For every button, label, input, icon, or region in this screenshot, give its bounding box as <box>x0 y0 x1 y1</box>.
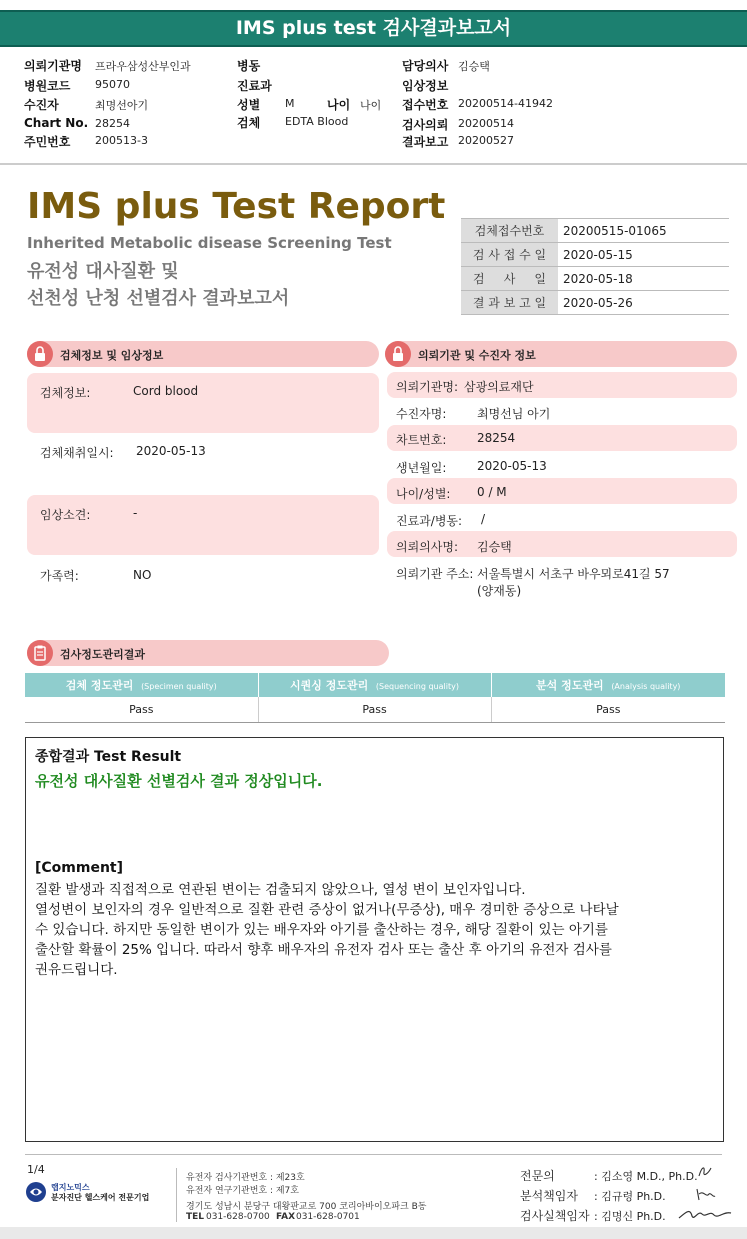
quality-table <box>25 673 725 723</box>
clipboard-icon <box>27 640 53 666</box>
info-value: 20200515-01065 <box>558 219 729 243</box>
clinical-info-box <box>27 495 379 555</box>
company-logo-icon <box>26 1182 46 1202</box>
hdr-value-accession: 20200514-41942 <box>458 97 553 110</box>
hdr-value-institution: 프라우삼성산부인과 <box>95 60 191 73</box>
info-label: 검 사 일 <box>461 267 558 291</box>
hdr-label-patient: 수진자 <box>24 98 59 112</box>
specimen-info-box <box>27 373 379 433</box>
hdr-value-hospital-code: 95070 <box>95 78 130 91</box>
patient-section-title: 의뢰기관 및 수진자 정보 <box>418 349 536 362</box>
hdr-value-request: 20200514 <box>458 117 514 130</box>
table-row <box>461 243 729 267</box>
field-value: - <box>133 506 138 520</box>
info-label: 검체접수번호 <box>461 219 558 243</box>
hdr-label-id: 주민번호 <box>24 135 71 149</box>
field-label: 검체채취일시: <box>40 446 114 460</box>
result-summary: 유전성 대사질환 선별검사 결과 정상입니다. <box>35 772 323 790</box>
signer-role: 전문의 <box>520 1169 555 1183</box>
hdr-label-ward: 병동 <box>237 59 261 73</box>
lock-icon <box>27 341 53 367</box>
footer-tel: 031-628-0700 <box>206 1212 270 1222</box>
hdr-label-institution: 의뢰기관명 <box>24 59 82 73</box>
footer-tel-label: TEL <box>186 1212 205 1222</box>
hdr-label-doctor: 담당의사 <box>402 59 449 73</box>
footer-line: 유전자 연구기관번호 : 제7호 <box>186 1186 299 1196</box>
signer-role: 검사실책임자 <box>520 1209 590 1223</box>
footer-fax: 031-628-0701 <box>296 1212 360 1222</box>
field-value: 2020-05-13 <box>136 444 206 458</box>
comment-line: 열성변이 보인자의 경우 일반적으로 질환 관련 증상이 없거나(무증상), 매우 경미한 증상으로 나타날 <box>35 902 619 918</box>
quality-col-sub: (Sequencing quality) <box>375 682 459 691</box>
footer-divider <box>25 1154 722 1155</box>
field-value: 김승택 <box>477 540 512 554</box>
hdr-label-chart: Chart No. <box>24 116 89 130</box>
hdr-label-hospital-code: 병원코드 <box>24 79 71 93</box>
signer-name: : 김소영 M.D., Ph.D. <box>594 1170 698 1183</box>
info-value: 2020-05-15 <box>558 243 729 267</box>
quality-result: Pass <box>491 697 725 722</box>
page-number: 1/4 <box>27 1163 45 1176</box>
field-label: 임상소견: <box>40 508 91 522</box>
header-divider <box>0 163 747 165</box>
table-row <box>461 219 729 243</box>
company-tagline: 분자진단 헬스케어 전문기업 <box>51 1193 150 1202</box>
hdr-label-request: 검사의뢰 <box>402 118 449 132</box>
field-value: 최명선님 아기 <box>477 407 551 421</box>
table-row <box>461 267 729 291</box>
table-row <box>25 697 725 722</box>
footer-line: 유전자 검사기관번호 : 제23호 <box>186 1173 305 1183</box>
comment-heading: [Comment] <box>35 860 124 876</box>
signer-role: 분석책임자 <box>520 1189 578 1203</box>
report-subtitle-ko-1: 유전성 대사질환 및 <box>27 261 179 282</box>
result-title: 종합결과 Test Result <box>35 749 182 765</box>
hdr-value-id: 200513-3 <box>95 134 148 147</box>
quality-col-name: 분석 정도관리 <box>536 679 604 692</box>
report-subtitle-ko-2: 선천성 난청 선별검사 결과보고서 <box>27 288 290 309</box>
table-header-row <box>25 673 725 697</box>
quality-col-header <box>25 673 258 697</box>
report-info-table <box>461 218 729 315</box>
quality-col-name: 검체 정도관리 <box>65 679 134 692</box>
hdr-label-dept: 진료과 <box>237 79 272 93</box>
field-value: / <box>481 512 486 526</box>
report-subtitle-en: Inherited Metabolic disease Screening Test <box>27 234 392 252</box>
footer-sep <box>176 1168 177 1222</box>
comment-line: 출산할 확률이 25% 입니다. 따라서 향후 배우자의 유전자 검사 또는 출산 후 아기의 유전자 검사를 <box>35 942 612 958</box>
signature-icon <box>696 1162 714 1180</box>
field-value: 0 / M <box>477 485 507 499</box>
quality-col-sub: (Specimen quality) <box>141 682 217 691</box>
info-label: 결 과 보 고 일 <box>461 291 558 315</box>
footer-line: 경기도 성남시 분당구 대왕판교로 700 코리아바이오파크 B동 <box>186 1202 427 1212</box>
field-label: 나이/성별: <box>396 487 451 501</box>
comment-line: 권유드립니다. <box>35 962 118 978</box>
info-value: 2020-05-18 <box>558 267 729 291</box>
quality-col-sub: (Analysis quality) <box>611 682 681 691</box>
signer-name: : 김명신 Ph.D. <box>594 1210 666 1223</box>
header-title: IMS plus test 검사결과보고서 <box>235 17 512 39</box>
field-value: NO <box>133 568 152 582</box>
quality-col-header <box>258 673 491 697</box>
specimen-section-title: 검체정보 및 임상정보 <box>60 349 164 362</box>
test-result-box <box>25 737 724 1142</box>
hdr-value-doctor: 김승택 <box>458 60 490 73</box>
hdr-label-report: 결과보고 <box>402 135 449 149</box>
field-value: 28254 <box>477 431 516 445</box>
header-bar <box>0 10 747 47</box>
lock-icon <box>385 341 411 367</box>
report-title: IMS plus Test Report <box>27 186 446 227</box>
hdr-value-patient: 최명선아기 <box>95 99 149 112</box>
field-value: 삼광의료재단 <box>464 380 534 394</box>
comment-body <box>35 880 715 980</box>
signature-icon <box>694 1186 718 1204</box>
hdr-value-specimen: EDTA Blood <box>285 115 349 128</box>
field-label: 의뢰기관명: <box>396 380 459 394</box>
field-label: 의뢰의사명: <box>396 540 459 554</box>
info-label: 검 사 접 수 일 <box>461 243 558 267</box>
hdr-label-sex: 성별 <box>237 98 261 112</box>
table-row <box>461 291 729 315</box>
hdr-label-accession: 접수번호 <box>402 98 449 112</box>
field-label: 검체정보: <box>40 386 91 400</box>
hdr-label-age: 나이 <box>327 98 351 112</box>
footer-band <box>0 1227 747 1239</box>
hdr-value-age: 나이 <box>360 99 382 112</box>
quality-col-name: 시퀀싱 정도관리 <box>290 679 369 692</box>
field-value-2: (양재동) <box>477 584 522 598</box>
field-value: 서울특별시 서초구 바우뫼로41길 57 <box>477 567 670 581</box>
comment-line: 수 있습니다. 하지만 동일한 변이가 있는 배우자와 아기를 출산하는 경우, 해당 질환이 있는 아기를 <box>35 922 608 938</box>
company-name: 랩지노믹스 <box>51 1183 90 1192</box>
quality-col-header <box>491 673 725 697</box>
hdr-value-chart: 28254 <box>95 117 130 130</box>
signature-icon <box>676 1204 734 1224</box>
quality-result: Pass <box>25 697 258 722</box>
field-label: 진료과/병동: <box>396 514 463 528</box>
field-label: 차트번호: <box>396 433 447 447</box>
field-label: 가족력: <box>40 569 79 583</box>
field-value: Cord blood <box>133 384 199 398</box>
footer-fax-label: FAX <box>276 1212 296 1222</box>
comment-line: 질환 발생과 직접적으로 연관된 변이는 검출되지 않았으나, 열성 변이 보인자입니다. <box>35 882 526 898</box>
field-label: 수진자명: <box>396 407 447 421</box>
field-label: 의뢰기관 주소: <box>396 567 474 581</box>
quality-result: Pass <box>258 697 491 722</box>
signer-name: : 김규령 Ph.D. <box>594 1190 666 1203</box>
quality-section-title: 검사정도관리결과 <box>60 648 146 661</box>
hdr-label-clinical: 임상정보 <box>402 79 449 93</box>
hdr-label-specimen: 검체 <box>237 116 261 130</box>
info-value: 2020-05-26 <box>558 291 729 315</box>
hdr-value-sex: M <box>285 97 295 110</box>
hdr-value-report: 20200527 <box>458 134 514 147</box>
field-label: 생년월일: <box>396 461 447 475</box>
field-value: 2020-05-13 <box>477 459 547 473</box>
